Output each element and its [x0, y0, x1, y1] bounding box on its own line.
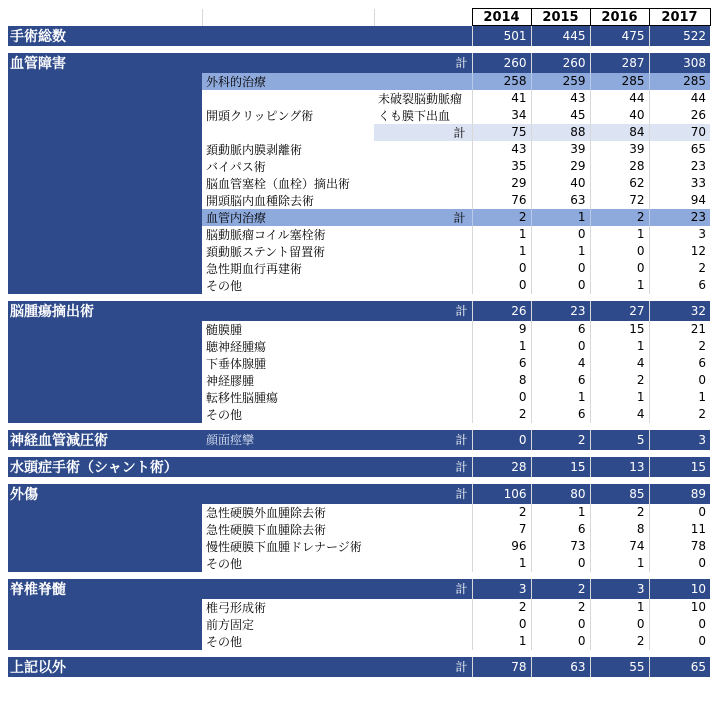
- value-cell: 32: [649, 301, 710, 321]
- value-cell: 6: [531, 372, 590, 389]
- cat-fill: [8, 599, 202, 616]
- value-cell: 23: [649, 158, 710, 175]
- value-cell: 2: [531, 430, 590, 450]
- shunt-row: [8, 457, 710, 477]
- value-cell: 1: [590, 338, 649, 355]
- value-cell: 70: [649, 124, 710, 141]
- value-cell: 29: [531, 158, 590, 175]
- value-cell: 4: [590, 406, 649, 423]
- value-cell: 0: [590, 616, 649, 633]
- kei-label: 計: [374, 657, 472, 677]
- trauma-sub-row: [8, 504, 710, 521]
- spacer: [202, 650, 710, 657]
- spacer-row: [8, 572, 710, 579]
- value-cell: 96: [472, 538, 531, 555]
- cat-fill: [8, 277, 202, 294]
- total-label: 手術総数: [8, 26, 472, 46]
- row-label: 急性期血行再建術: [206, 261, 303, 276]
- trauma-sub-row: [8, 521, 710, 538]
- year-header: 2016: [590, 9, 649, 26]
- value-cell: 12: [649, 243, 710, 260]
- cat-fill: [8, 406, 202, 423]
- value-cell: 23: [531, 301, 590, 321]
- kei-label: 計: [374, 209, 472, 226]
- value-cell: 1: [531, 209, 590, 226]
- spacer-row: [8, 477, 710, 484]
- tumor-sub-row: [8, 321, 710, 338]
- value-cell: 0: [531, 338, 590, 355]
- cat-fill: [8, 226, 202, 243]
- row-label: 神経膠腫: [206, 373, 255, 388]
- value-cell: 0: [649, 372, 710, 389]
- row-label: 慢性硬膜下血腫ドレナージ術: [206, 539, 362, 554]
- spacer: [8, 477, 202, 484]
- value-cell: 11: [649, 521, 710, 538]
- value-cell: 0: [472, 260, 531, 277]
- value-cell: 44: [649, 90, 710, 107]
- value-cell: 1: [472, 555, 531, 572]
- trauma-label: 外傷: [8, 484, 374, 504]
- value-cell: 39: [531, 141, 590, 158]
- spacer-row: [8, 294, 710, 301]
- cat-fill: [8, 633, 202, 650]
- spine-sub-row: [8, 616, 710, 633]
- value-cell: 26: [649, 107, 710, 124]
- row-label: 頚動脈ステント留置術: [206, 244, 326, 259]
- value-cell: 0: [531, 226, 590, 243]
- value-cell: 1: [531, 243, 590, 260]
- value-cell: 13: [590, 457, 649, 477]
- blank: [202, 9, 374, 26]
- value-cell: 63: [531, 192, 590, 209]
- spacer: [202, 477, 710, 484]
- value-cell: 15: [531, 457, 590, 477]
- kei-label: 計: [374, 484, 472, 504]
- value-cell: 1: [531, 389, 590, 406]
- value-cell: 1: [590, 226, 649, 243]
- value-cell: 0: [531, 260, 590, 277]
- row-label: 頚動脈内膜剥離術: [206, 142, 303, 157]
- cat-fill: [8, 389, 202, 406]
- value-cell: 65: [649, 141, 710, 158]
- value-cell: 23: [649, 209, 710, 226]
- endo-label: 血管内治療: [202, 209, 374, 226]
- value-cell: 287: [590, 53, 649, 73]
- spacer: [202, 294, 710, 301]
- cat-fill: [8, 107, 202, 124]
- value-cell: 2: [590, 504, 649, 521]
- value-cell: 0: [472, 430, 531, 450]
- value-cell: 2: [472, 406, 531, 423]
- surg-row: [8, 141, 710, 158]
- cat-fill: [8, 175, 202, 192]
- spacer-row: [8, 450, 710, 457]
- clipping-sub-label: 未破裂脳動脈瘤: [378, 91, 463, 106]
- spacer: [202, 46, 710, 53]
- surgical-row: [8, 73, 710, 90]
- endo-sub-row: [8, 260, 710, 277]
- row-label: 脳動脈瘤コイル塞栓術: [206, 227, 326, 242]
- row-label: その他: [206, 634, 243, 649]
- value-cell: 5: [590, 430, 649, 450]
- value-cell: 3: [472, 579, 531, 599]
- year-header: 2014: [472, 9, 531, 26]
- clipping-sub-label: くも膜下出血: [378, 108, 451, 123]
- value-cell: 259: [531, 73, 590, 90]
- endo-sub-row: [8, 243, 710, 260]
- value-cell: 80: [531, 484, 590, 504]
- value-cell: 72: [590, 192, 649, 209]
- value-cell: 84: [590, 124, 649, 141]
- vascular-row: [8, 53, 710, 73]
- spacer-row: [8, 650, 710, 657]
- value-cell: 35: [472, 158, 531, 175]
- cat-fill: [8, 338, 202, 355]
- spacer: [8, 450, 202, 457]
- row-label: 下垂体腺腫: [206, 356, 267, 371]
- spacer: [8, 423, 202, 430]
- spacer: [202, 450, 710, 457]
- value-cell: 1: [590, 277, 649, 294]
- cat-fill: [8, 90, 202, 107]
- value-cell: 29: [472, 175, 531, 192]
- cat-fill: [8, 355, 202, 372]
- row-label: 急性硬膜外血腫除去術: [206, 505, 327, 520]
- blank: [8, 9, 202, 26]
- value-cell: 2: [590, 209, 649, 226]
- value-cell: 1: [472, 338, 531, 355]
- value-cell: 1: [649, 389, 710, 406]
- value-cell: 89: [649, 484, 710, 504]
- value-cell: 1: [590, 599, 649, 616]
- value-cell: 2: [590, 372, 649, 389]
- value-cell: 0: [649, 504, 710, 521]
- kei-label: 計: [374, 53, 472, 73]
- mvd-row: [8, 430, 710, 450]
- clipping-label: 開頭クリッピング術: [206, 108, 314, 123]
- value-cell: 78: [472, 657, 531, 677]
- value-cell: 55: [590, 657, 649, 677]
- value-cell: 0: [649, 555, 710, 572]
- value-cell: 43: [531, 90, 590, 107]
- value-cell: 0: [472, 616, 531, 633]
- spine-sub-row: [8, 633, 710, 650]
- mvd-sub-label: 顔面痙攣: [202, 430, 374, 450]
- surgical-label: 外科的治療: [202, 73, 472, 90]
- value-cell: 10: [649, 579, 710, 599]
- value-cell: 285: [590, 73, 649, 90]
- value-cell: 44: [590, 90, 649, 107]
- tumor-sub-row: [8, 338, 710, 355]
- value-cell: 6: [531, 321, 590, 338]
- row-label: 前方固定: [206, 617, 255, 632]
- row-label: 転移性脳腫瘍: [206, 390, 279, 405]
- value-cell: 0: [590, 243, 649, 260]
- value-cell: 2: [472, 209, 531, 226]
- value-cell: 260: [472, 53, 531, 73]
- value-cell: 62: [590, 175, 649, 192]
- value-cell: 501: [472, 26, 531, 46]
- spacer: [8, 46, 202, 53]
- value-cell: 445: [531, 26, 590, 46]
- value-cell: 1: [531, 504, 590, 521]
- spine-row: [8, 579, 710, 599]
- value-cell: 1: [590, 389, 649, 406]
- value-cell: 40: [531, 175, 590, 192]
- value-cell: 6: [649, 355, 710, 372]
- trauma-row: [8, 484, 710, 504]
- tumor-sub-row: [8, 355, 710, 372]
- value-cell: 6: [472, 355, 531, 372]
- value-cell: 34: [472, 107, 531, 124]
- surg-row: [8, 192, 710, 209]
- other-row: [8, 657, 710, 677]
- value-cell: 85: [590, 484, 649, 504]
- value-cell: 75: [472, 124, 531, 141]
- spacer: [8, 572, 202, 579]
- value-cell: 4: [590, 355, 649, 372]
- value-cell: 0: [531, 555, 590, 572]
- tumor-label: 脳腫瘍摘出術: [8, 301, 374, 321]
- row-label: 開頭脳内血種除去術: [206, 193, 315, 208]
- cat-fill: [8, 321, 202, 338]
- spine-sub-row: [8, 599, 710, 616]
- other-label: 上記以外: [8, 657, 374, 677]
- value-cell: 2: [649, 338, 710, 355]
- cat-fill: [8, 538, 202, 555]
- value-cell: 2: [472, 504, 531, 521]
- value-cell: 6: [531, 521, 590, 538]
- spacer-row: [8, 46, 710, 53]
- row-label: 脳血管塞栓（血栓）摘出術: [206, 176, 351, 191]
- kei-label: 計: [374, 430, 472, 450]
- value-cell: 522: [649, 26, 710, 46]
- value-cell: 6: [531, 406, 590, 423]
- cat-fill: [8, 616, 202, 633]
- cat-fill: [8, 124, 202, 141]
- value-cell: 33: [649, 175, 710, 192]
- value-cell: 0: [472, 277, 531, 294]
- kei-label: 計: [374, 579, 472, 599]
- endo-row: [8, 209, 710, 226]
- value-cell: 15: [590, 321, 649, 338]
- spacer: [8, 294, 202, 301]
- trauma-sub-row: [8, 538, 710, 555]
- cat-fill: [8, 243, 202, 260]
- value-cell: 2: [472, 599, 531, 616]
- cat-fill: [8, 192, 202, 209]
- value-cell: 26: [472, 301, 531, 321]
- kei-label: 計: [374, 124, 472, 141]
- value-cell: 285: [649, 73, 710, 90]
- value-cell: 2: [531, 599, 590, 616]
- value-cell: 63: [531, 657, 590, 677]
- spacer-row: [8, 423, 710, 430]
- clipping-row: [8, 90, 710, 107]
- header-row: [8, 9, 710, 26]
- value-cell: 258: [472, 73, 531, 90]
- value-cell: 106: [472, 484, 531, 504]
- value-cell: 475: [590, 26, 649, 46]
- value-cell: 2: [531, 579, 590, 599]
- vascular-label: 血管障害: [8, 53, 374, 73]
- surg-row: [8, 175, 710, 192]
- value-cell: 27: [590, 301, 649, 321]
- kei-label: 計: [374, 301, 472, 321]
- cat-fill: [8, 372, 202, 389]
- value-cell: 41: [472, 90, 531, 107]
- value-cell: 28: [590, 158, 649, 175]
- value-cell: 6: [649, 277, 710, 294]
- spacer: [202, 572, 710, 579]
- value-cell: 28: [472, 457, 531, 477]
- value-cell: 8: [472, 372, 531, 389]
- value-cell: 1: [472, 226, 531, 243]
- row-label: 椎弓形成術: [206, 600, 267, 615]
- row-label: その他: [206, 278, 243, 293]
- row-label: 聴神経腫瘍: [206, 339, 267, 354]
- value-cell: 0: [649, 633, 710, 650]
- tumor-row: [8, 301, 710, 321]
- value-cell: 308: [649, 53, 710, 73]
- spine-label: 脊椎脊髄: [8, 579, 374, 599]
- value-cell: 7: [472, 521, 531, 538]
- value-cell: 21: [649, 321, 710, 338]
- value-cell: 1: [590, 555, 649, 572]
- value-cell: 40: [590, 107, 649, 124]
- value-cell: 9: [472, 321, 531, 338]
- tumor-sub-row: [8, 372, 710, 389]
- row-label: その他: [206, 556, 243, 571]
- value-cell: 0: [531, 633, 590, 650]
- value-cell: 2: [590, 633, 649, 650]
- shunt-label: 水頭症手術（シャント術）: [8, 457, 374, 477]
- row-label: その他: [206, 407, 243, 422]
- value-cell: 88: [531, 124, 590, 141]
- surgery-table: [8, 8, 711, 677]
- blank: [374, 9, 472, 26]
- tumor-sub-row: [8, 389, 710, 406]
- tumor-sub-row: [8, 406, 710, 423]
- value-cell: 39: [590, 141, 649, 158]
- value-cell: 3: [649, 430, 710, 450]
- value-cell: 2: [649, 260, 710, 277]
- row-label: 急性硬膜下血腫除去術: [206, 522, 327, 537]
- spacer: [8, 650, 202, 657]
- value-cell: 1: [472, 633, 531, 650]
- value-cell: 0: [472, 389, 531, 406]
- surg-row: [8, 158, 710, 175]
- year-header: 2015: [531, 9, 590, 26]
- cat-fill: [8, 158, 202, 175]
- value-cell: 45: [531, 107, 590, 124]
- trauma-sub-row: [8, 555, 710, 572]
- year-header: 2017: [649, 9, 710, 26]
- row-label: バイパス術: [206, 159, 266, 174]
- value-cell: 0: [531, 277, 590, 294]
- cat-fill: [8, 260, 202, 277]
- value-cell: 94: [649, 192, 710, 209]
- cat-fill: [8, 141, 202, 158]
- value-cell: 0: [590, 260, 649, 277]
- kei-label: 計: [374, 457, 472, 477]
- value-cell: 1: [472, 243, 531, 260]
- cat-fill: [8, 521, 202, 538]
- cat-fill: [8, 504, 202, 521]
- cat-fill: [8, 209, 202, 226]
- value-cell: 0: [649, 616, 710, 633]
- value-cell: 76: [472, 192, 531, 209]
- cat-fill: [8, 73, 202, 90]
- endo-sub-row: [8, 277, 710, 294]
- value-cell: 10: [649, 599, 710, 616]
- mvd-label: 神経血管減圧術: [8, 430, 202, 450]
- value-cell: 260: [531, 53, 590, 73]
- value-cell: 74: [590, 538, 649, 555]
- value-cell: 73: [531, 538, 590, 555]
- value-cell: 0: [531, 616, 590, 633]
- value-cell: 4: [531, 355, 590, 372]
- value-cell: 43: [472, 141, 531, 158]
- row-label: 髄膜腫: [206, 322, 243, 337]
- value-cell: 2: [649, 406, 710, 423]
- total-row: [8, 26, 710, 46]
- cat-fill: [8, 555, 202, 572]
- endo-sub-row: [8, 226, 710, 243]
- value-cell: 78: [649, 538, 710, 555]
- value-cell: 15: [649, 457, 710, 477]
- value-cell: 65: [649, 657, 710, 677]
- value-cell: 8: [590, 521, 649, 538]
- value-cell: 3: [590, 579, 649, 599]
- spacer: [202, 423, 710, 430]
- value-cell: 3: [649, 226, 710, 243]
